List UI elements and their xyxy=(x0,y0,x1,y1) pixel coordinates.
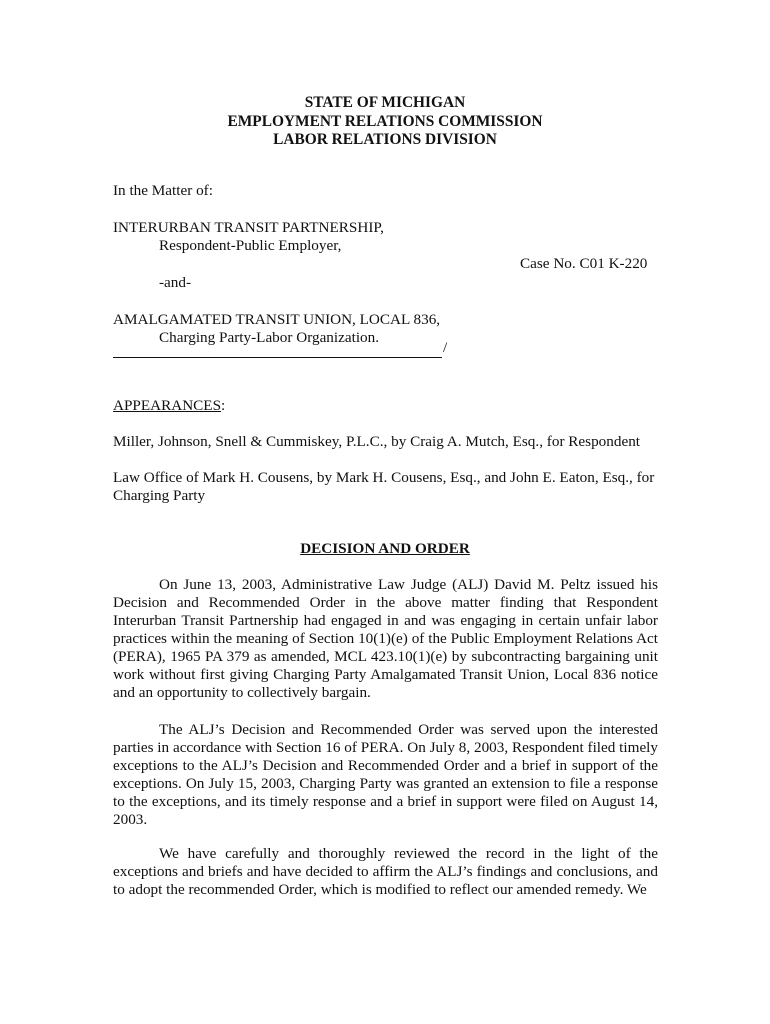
header-division: LABOR RELATIONS DIVISION xyxy=(273,131,497,148)
paragraph-2-text: The ALJ’s Decision and Recommended Order was served upon the interested parties in accordance with Section 16 of PERA. On July 8, 2003, Respondent filed timely exceptions to the ALJ’s Decision and Recommended Order and a brief in support of the exceptions. On July 15, 2003, Charging Party was granted an extension to file a response to the exceptions, and its timely response and a brief in support were filed on August 14, 2003. xyxy=(113,721,658,828)
decision-title: DECISION AND ORDER xyxy=(300,540,470,557)
in-the-matter-label: In the Matter of: xyxy=(113,182,213,199)
respondent-name: INTERURBAN TRANSIT PARTNERSHIP, xyxy=(113,219,384,236)
decision-paragraph-2 xyxy=(113,721,658,829)
paragraph-3-text: We have carefully and thoroughly reviewed the record in the light of the exceptions and briefs and have decided to affirm the ALJ’s findings and conclusions, and to adopt the recommended Order, which is modified to reflect our amended remedy. We xyxy=(113,845,658,898)
paragraph-1-text: On June 13, 2003, Administrative Law Judge (ALJ) David M. Peltz issued his Decision and Recommended Order in the above matter finding that Respondent Interurban Transit Partnership had engaged in and was engaging in certain unfair labor practices within the meaning of Section 10(1)(e) of the Public Employment Relations Act (PERA), 1965 PA 379 as amended, MCL 423.10(1)(e) by subcontracting bargaining unit work without first giving Charging Party Amalgamated Transit Union, Local 836 notice and an opportunity to collectively bargain. xyxy=(113,576,658,701)
appearances-colon: : xyxy=(221,397,226,414)
and-separator: -and- xyxy=(159,274,192,291)
respondent-role: Respondent-Public Employer, xyxy=(159,237,342,254)
header-commission: EMPLOYMENT RELATIONS COMMISSION xyxy=(227,112,543,130)
case-number: Case No. C01 K-220 xyxy=(520,255,648,272)
decision-paragraph-1 xyxy=(113,576,658,702)
charging-party-role: Charging Party-Labor Organization. xyxy=(159,329,380,346)
appearance-charging-line1: Law Office of Mark H. Cousens, by Mark H. Cousens, Esq., and John E. Eaton, Esq., for xyxy=(113,469,655,486)
caption-rule xyxy=(113,340,442,358)
appearances-label: APPEARANCES xyxy=(113,397,222,414)
caption-slash: / xyxy=(443,339,448,356)
charging-party-name: AMALGAMATED TRANSIT UNION, LOCAL 836, xyxy=(113,311,441,328)
appearance-respondent: Miller, Johnson, Snell & Cummiskey, P.L.C., by Craig A. Mutch, Esq., for Respondent xyxy=(113,433,641,450)
document-header xyxy=(0,94,770,150)
header-state: STATE OF MICHIGAN xyxy=(304,94,466,111)
decision-paragraph-3 xyxy=(113,845,658,899)
appearance-charging-line2: Charging Party xyxy=(113,487,206,504)
appearances-heading xyxy=(113,397,225,415)
